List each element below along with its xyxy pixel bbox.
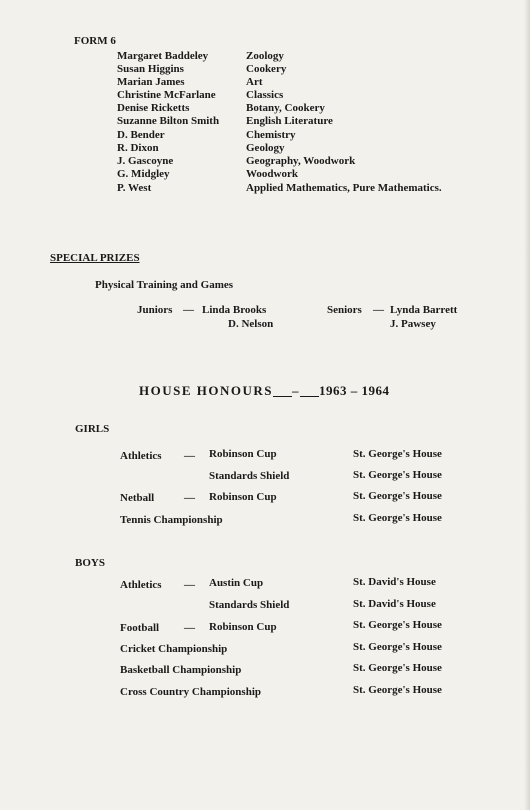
form6-subject: Botany, Cookery — [246, 102, 325, 114]
title-dash: – — [292, 383, 300, 398]
honour-prize: Standards Shield — [209, 470, 290, 482]
special-prizes-heading: SPECIAL PRIZES — [50, 252, 140, 264]
form6-name: R. Dixon — [117, 142, 159, 154]
page-edge-shadow — [524, 0, 530, 810]
form6-name: Margaret Baddeley — [117, 50, 209, 62]
form6-name: G. Midgley — [117, 168, 170, 180]
form6-name: P. West — [117, 182, 152, 194]
honour-prize: Robinson Cup — [209, 491, 277, 503]
form6-name: Denise Ricketts — [117, 102, 190, 114]
form6-subject: Geology — [246, 142, 285, 154]
honour-house: St. George's House — [353, 512, 442, 524]
special-prizes-subheading: Physical Training and Games — [95, 279, 234, 291]
form6-subject: Cookery — [246, 63, 287, 75]
form6-name: Susan Higgins — [117, 63, 184, 75]
form6-subject: Art — [246, 76, 263, 88]
honour-event: Athletics — [120, 450, 162, 462]
form6-subject: Woodwork — [246, 168, 298, 180]
honour-house: St. George's House — [353, 490, 442, 502]
boys-heading: BOYS — [75, 557, 105, 569]
form6-subject: Classics — [246, 89, 284, 101]
honour-prize: Robinson Cup — [209, 621, 277, 633]
house-honours-years: 1963 – 1964 — [319, 383, 390, 398]
honour-house: St. George's House — [353, 448, 442, 460]
honour-house: St. George's House — [353, 619, 442, 631]
form6-name: D. Bender — [117, 129, 165, 141]
honour-event: Basketball Championship — [120, 664, 242, 676]
form6-heading: FORM 6 — [74, 35, 116, 47]
junior-winner: Linda Brooks — [202, 304, 267, 316]
honour-event: Football — [120, 622, 160, 634]
honour-house: St. David's House — [353, 598, 436, 610]
form6-subject: English Literature — [246, 115, 333, 127]
honour-event: Athletics — [120, 579, 162, 591]
senior-winner: Lynda Barrett — [390, 304, 458, 316]
juniors-dash: — — [183, 304, 194, 316]
form6-name: J. Gascoyne — [117, 155, 174, 167]
junior-winner: D. Nelson — [228, 318, 274, 330]
honour-house: St. George's House — [353, 469, 442, 481]
honour-event: Netball — [120, 492, 155, 504]
honour-event: Tennis Championship — [120, 514, 223, 526]
form6-subject: Zoology — [246, 50, 284, 62]
form6-name: Christine McFarlane — [117, 89, 216, 101]
honour-prize: Robinson Cup — [209, 448, 277, 460]
honour-prize: Standards Shield — [209, 599, 290, 611]
seniors-label: Seniors — [327, 304, 362, 316]
form6-name: Marian James — [117, 76, 185, 88]
honour-prize: Austin Cup — [209, 577, 264, 589]
form6-subject: Geography, Woodwork — [246, 155, 356, 167]
girls-heading: GIRLS — [75, 423, 110, 435]
house-honours-title — [139, 383, 390, 399]
seniors-dash: — — [373, 304, 384, 316]
form6-subject: Chemistry — [246, 129, 296, 141]
senior-winner: J. Pawsey — [390, 318, 436, 330]
honour-dash: — — [184, 492, 195, 504]
honour-event: Cross Country Championship — [120, 686, 262, 698]
form6-subject: Applied Mathematics, Pure Mathematics. — [246, 182, 442, 194]
house-honours-label: HOUSE HONOURS — [139, 383, 273, 398]
honour-dash: — — [184, 450, 195, 462]
form6-name: Suzanne Bilton Smith — [117, 115, 220, 127]
honour-house: St. David's House — [353, 576, 436, 588]
honour-house: St. George's House — [353, 641, 442, 653]
juniors-label: Juniors — [137, 304, 173, 316]
honour-event: Cricket Championship — [120, 643, 228, 655]
honour-dash: — — [184, 622, 195, 634]
honour-dash: — — [184, 579, 195, 591]
honour-house: St. George's House — [353, 684, 442, 696]
honour-house: St. George's House — [353, 662, 442, 674]
